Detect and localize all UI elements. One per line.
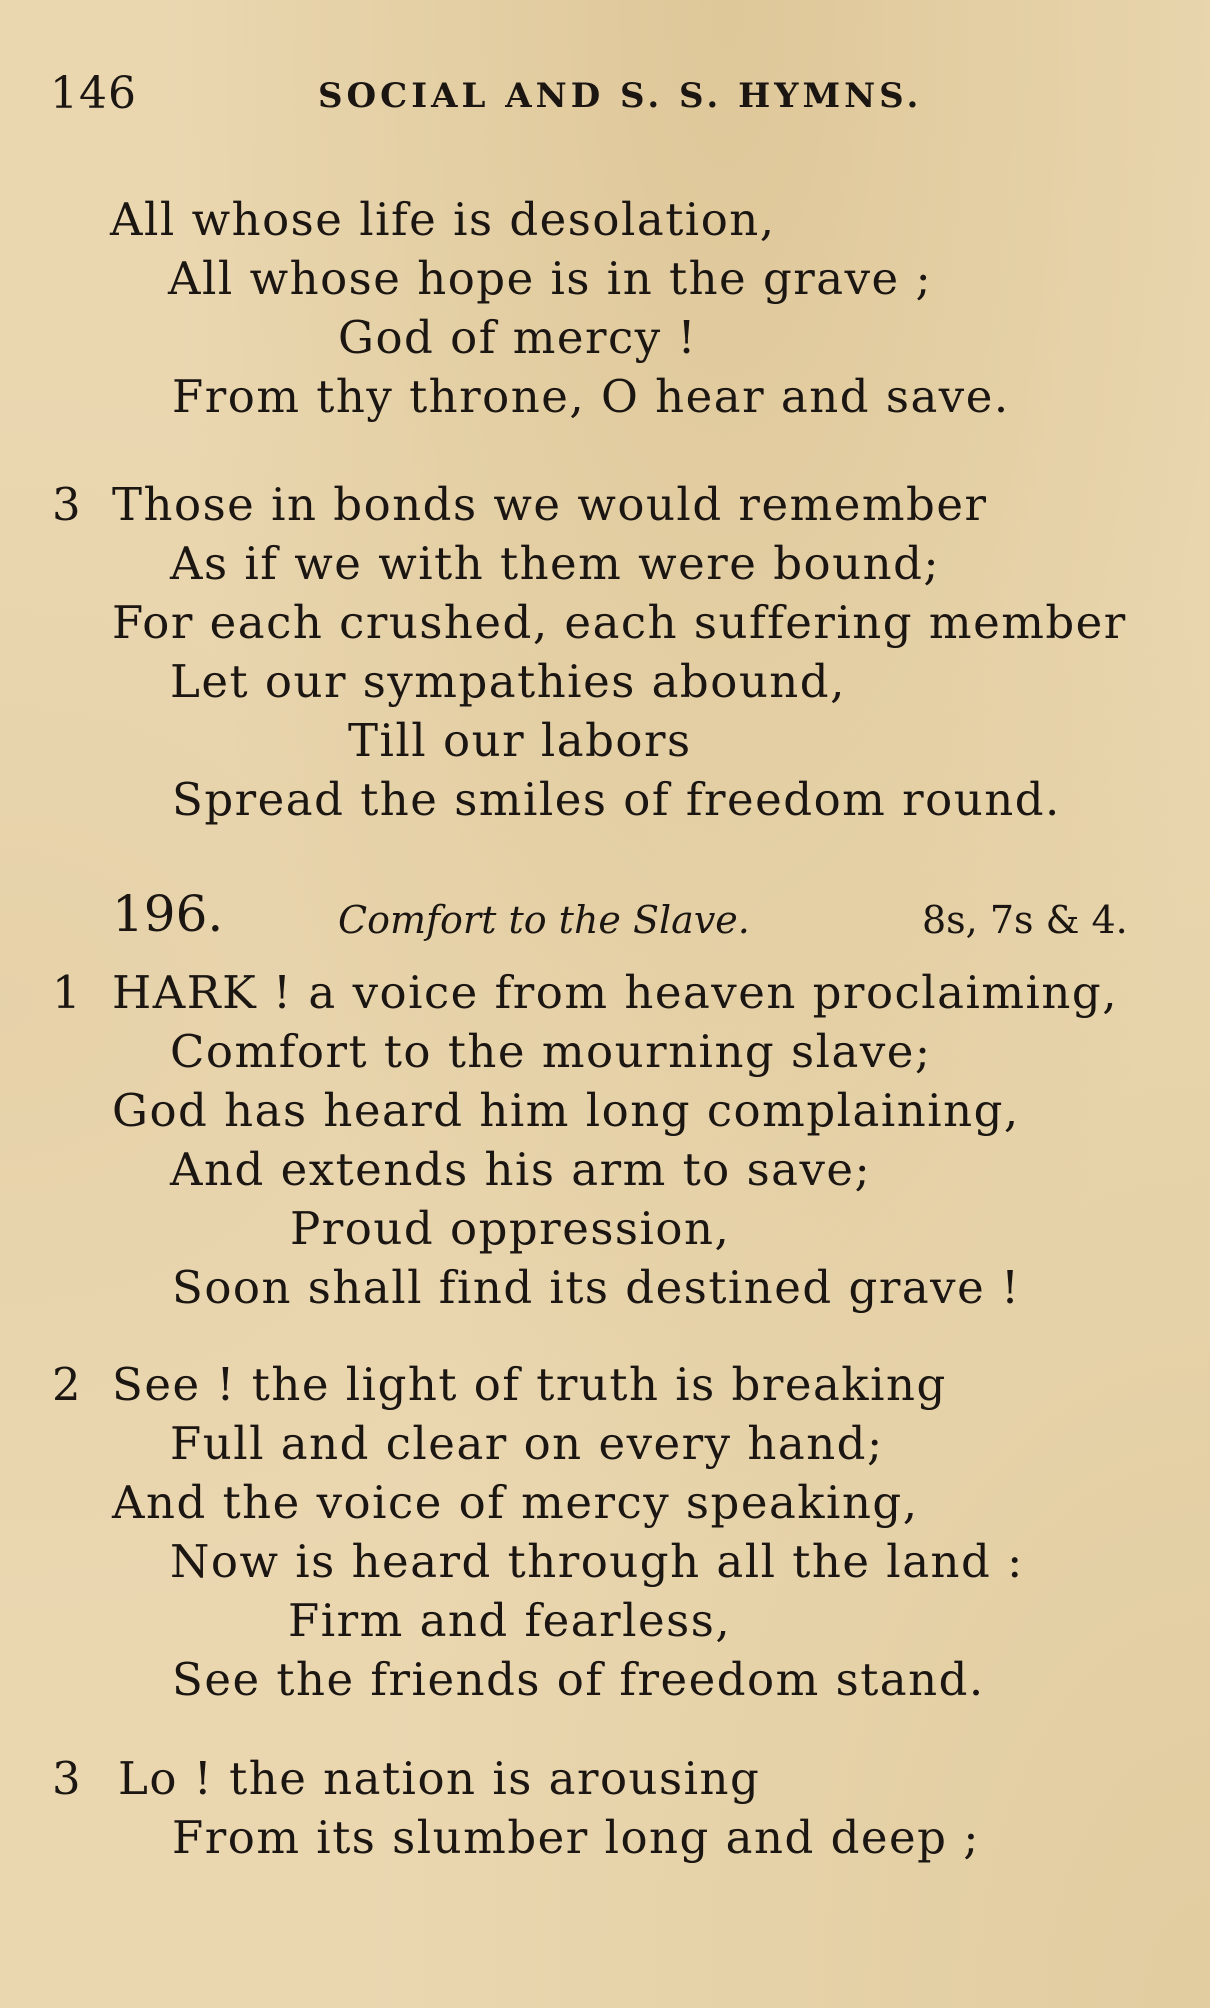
- verse-line: From its slumber long and deep ;: [172, 1811, 980, 1864]
- stanza-number: 3: [52, 1752, 81, 1805]
- verse-line: Firm and fearless,: [288, 1594, 732, 1647]
- verse-line: God of mercy !: [338, 311, 698, 364]
- stanza-number: 1: [52, 966, 81, 1019]
- verse-line: All whose life is desolation,: [110, 193, 776, 246]
- verse-line: For each crushed, each suffering member: [112, 596, 1127, 649]
- stanza-number: 2: [52, 1358, 81, 1411]
- stanza-number: 3: [52, 478, 81, 531]
- hymn-title: Comfort to the Slave.: [338, 898, 750, 942]
- verse-line: Till our labors: [348, 714, 692, 767]
- verse-line: All whose hope is in the grave ;: [168, 252, 933, 305]
- verse-line: See ! the light of truth is breaking: [112, 1358, 947, 1411]
- verse-line: God has heard him long complaining,: [112, 1084, 1020, 1137]
- verse-line: And the voice of mercy speaking,: [112, 1476, 919, 1529]
- verse-line: Proud oppression,: [290, 1202, 731, 1255]
- verse-line: HARK ! a voice from heaven proclaiming,: [112, 966, 1119, 1019]
- verse-line: As if we with them were bound;: [170, 537, 941, 590]
- hymn-number: 196.: [112, 885, 224, 943]
- verse-line: And extends his arm to save;: [170, 1143, 872, 1196]
- verse-line: Let our sympathies abound,: [170, 655, 846, 708]
- verse-line: Comfort to the mourning slave;: [170, 1025, 932, 1078]
- verse-line: Full and clear on every hand;: [170, 1417, 884, 1470]
- verse-line: Spread the smiles of freedom round.: [172, 773, 1061, 826]
- verse-line: From thy throne, O hear and save.: [172, 370, 1010, 423]
- verse-line: Those in bonds we would remember: [112, 478, 988, 531]
- verse-line: Lo ! the nation is arousing: [118, 1752, 761, 1805]
- running-head: SOCIAL AND S. S. HYMNS.: [318, 76, 923, 116]
- hymn-meter: 8s, 7s & 4.: [922, 898, 1128, 942]
- page-header: [50, 68, 1170, 118]
- verse-line: Soon shall find its destined grave !: [172, 1261, 1021, 1314]
- page-number: 146: [50, 68, 137, 119]
- verse-line: See the friends of freedom stand.: [172, 1653, 985, 1706]
- verse-line: Now is heard through all the land :: [170, 1535, 1024, 1588]
